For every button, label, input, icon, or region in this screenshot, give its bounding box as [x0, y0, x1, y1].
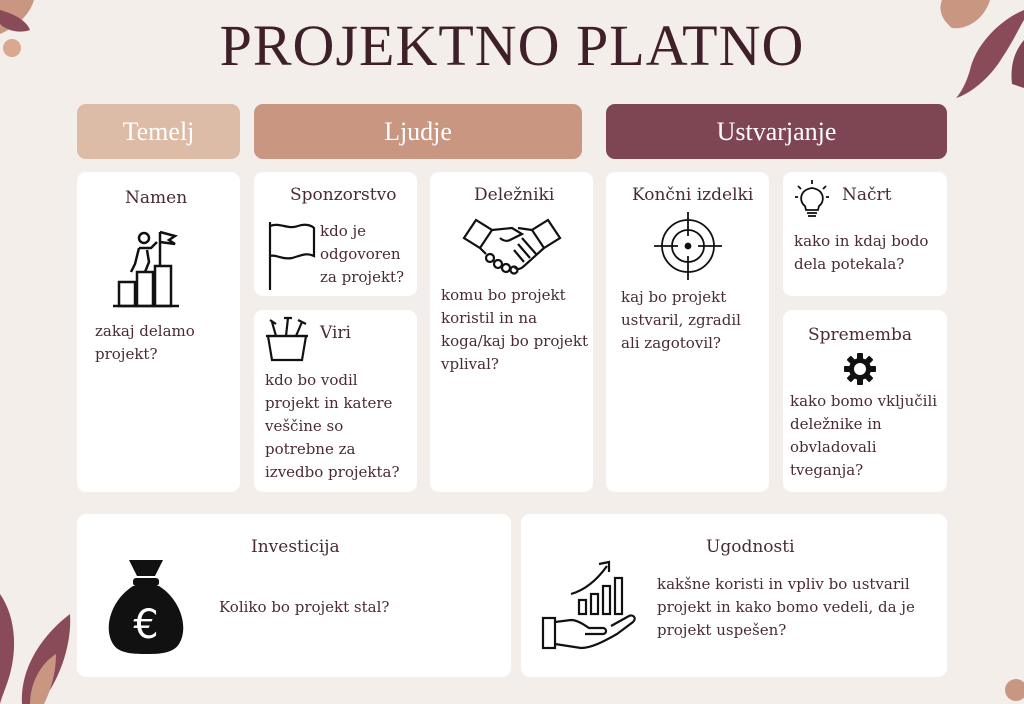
card-sponzorstvo-title: Sponzorstvo: [290, 185, 397, 205]
header-ljudje: Ljudje: [254, 104, 582, 159]
card-sprememba-text: kako bomo vključili deležnike in obvladovali tveganja?: [790, 392, 938, 479]
card-delezniki-text: komu bo projekt koristil in na koga/kaj bo projekt vplival?: [441, 286, 589, 373]
gear-icon: [843, 352, 877, 386]
card-sponzorstvo: [254, 172, 417, 296]
card-nacrt-title: Načrt: [842, 185, 892, 205]
card-investicija-text: Koliko bo projekt stal?: [219, 598, 390, 616]
card-namen-title: Namen: [125, 188, 188, 208]
card-investicija: [77, 514, 511, 677]
card-koncni-izdelki: [606, 172, 769, 492]
card-delezniki: [430, 172, 593, 492]
lightbulb-icon: [795, 180, 829, 220]
card-namen: [77, 172, 240, 492]
card-koncni-izdelki-title: Končni izdelki: [632, 185, 754, 205]
decorative-leaves-bottom-left: [0, 584, 80, 704]
money-bag-euro-icon: [105, 558, 187, 656]
card-sprememba-title: Sprememba: [808, 325, 913, 345]
page-title: PROJEKTNO PLATNO: [219, 13, 805, 78]
header-ustvarjanje: Ustvarjanje: [606, 104, 947, 159]
target-icon: [654, 212, 722, 280]
card-koncni-izdelki-text: kaj bo projekt ustvaril, zgradil ali zagotovil?: [621, 288, 741, 352]
card-ugodnosti-title: Ugodnosti: [706, 537, 795, 557]
svg-text:€: €: [133, 602, 159, 648]
toolbox-icon: [264, 314, 310, 362]
card-sprememba: [783, 310, 947, 492]
card-ugodnosti-text: kakšne koristi in vpliv bo ustvaril projekt in kako bomo vedeli, da je projekt uspešen?: [657, 575, 915, 639]
card-namen-text: zakaj delamo projekt?: [95, 322, 195, 363]
card-viri-title: Viri: [320, 323, 351, 343]
card-delezniki-title: Deležniki: [474, 185, 555, 205]
flag-icon: [266, 220, 318, 292]
handshake-icon: [462, 216, 562, 276]
card-nacrt: [783, 172, 947, 296]
card-nacrt-text: kako in kdaj bodo dela potekala?: [794, 232, 929, 273]
card-viri: [254, 310, 417, 492]
card-sponzorstvo-text: kdo je odgovoren za projekt?: [320, 222, 405, 286]
header-temelj: Temelj: [77, 104, 240, 159]
card-viri-text: kdo bo vodil projekt in katere veščine so potrebne za izvedbo projekta?: [265, 371, 400, 481]
hand-growth-chart-icon: [541, 558, 639, 656]
card-ugodnosti: [521, 514, 947, 677]
decorative-dot-bottom-right: [1000, 674, 1024, 704]
card-investicija-title: Investicija: [251, 537, 340, 557]
podium-flag-icon: [111, 228, 181, 308]
